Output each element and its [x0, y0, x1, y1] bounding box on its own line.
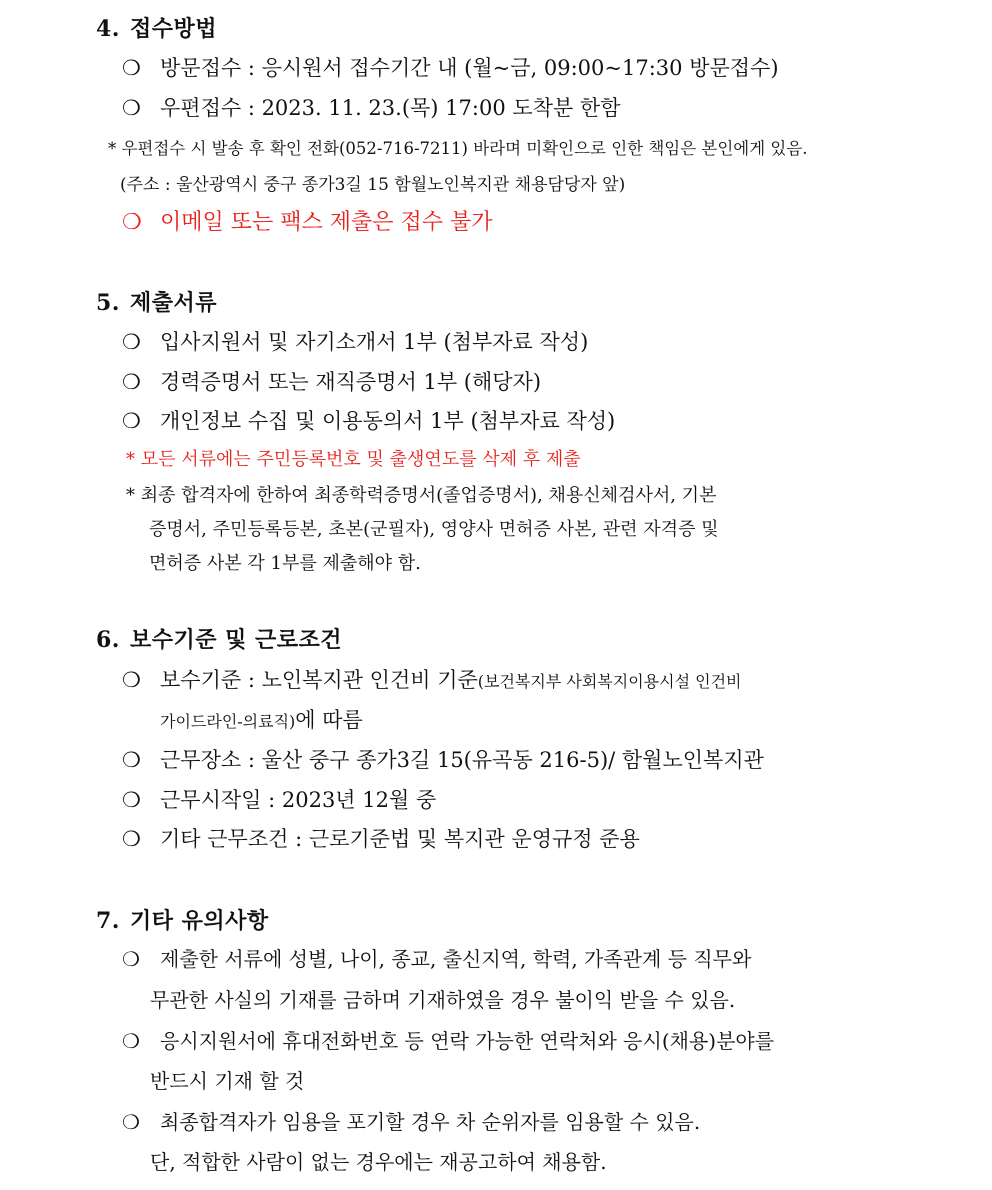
section-number: 4.: [96, 16, 120, 42]
item-text: 이메일 또는 팩스 제출은 접수 불가: [160, 210, 493, 235]
item-text: 입사지원서 및 자기소개서 1부 (첨부자료 작성): [160, 330, 589, 354]
circle-bullet-icon: ❍: [122, 1110, 140, 1134]
item-text: 응시지원서에 휴대전화번호 등 연락 가능한 연락처와 응시(채용)분야를: [160, 1029, 775, 1053]
circle-bullet-icon: ❍: [122, 330, 141, 354]
section-number: 7.: [96, 908, 120, 934]
item-text: 제출한 서류에 성별, 나이, 종교, 출신지역, 학력, 가족관계 등 직무와: [160, 947, 752, 971]
item-text: 근무시작일 : 2023년 12월 중: [160, 788, 437, 812]
item-text: 보수기준 : 노인복지관 인건비 기준: [160, 668, 478, 692]
item-small-text: 가이드라인-의료직): [160, 712, 296, 731]
item-continuation: 단, 적합한 사람이 없는 경우에는 재공고하여 채용함.: [150, 1150, 607, 1174]
red-bullet-item: [122, 212, 493, 234]
red-note: * 모든 서류에는 주민등록번호 및 출생연도를 삭제 후 제출: [126, 449, 581, 470]
note-line: (주소 : 울산광역시 중구 종가3길 15 함월노인복지관 채용담당자 앞): [120, 175, 626, 195]
bullet-item: [122, 411, 615, 432]
bullet-item: [122, 98, 620, 119]
circle-bullet-icon: ❍: [122, 1029, 140, 1053]
circle-bullet-icon: ❍: [122, 56, 141, 80]
circle-bullet-icon: ❍: [122, 668, 141, 692]
note-line: 면허증 사본 각 1부를 제출해야 함.: [149, 553, 421, 574]
note-line: 증명서, 주민등록등본, 초본(군필자), 영양사 면허증 사본, 관련 자격증 및: [149, 519, 719, 540]
section-title: 기타 유의사항: [129, 908, 269, 934]
circle-bullet-icon: ❍: [122, 210, 142, 235]
item-text: 에 따름: [295, 708, 363, 732]
item-text: 경력증명서 또는 재직증명서 1부 (해당자): [160, 370, 542, 394]
item-text: 근무장소 : 울산 중구 종가3길 15(유곡동 216-5)/ 함월노인복지관: [160, 748, 764, 772]
note-line: * 우편접수 시 발송 후 확인 전화(052-716-7211) 바라며 미확인으로 인한 책임은 본인에게 있음.: [108, 139, 808, 158]
section-title: 제출서류: [129, 290, 217, 316]
section-heading-7: [96, 910, 269, 932]
bullet-item-pay-cont: [160, 710, 363, 731]
section-heading-4: [96, 18, 217, 40]
item-text: 최종합격자가 임용을 포기할 경우 차 순위자를 임용할 수 있음.: [160, 1110, 701, 1134]
circle-bullet-icon: ❍: [122, 96, 141, 120]
section-heading-5: [96, 292, 217, 314]
circle-bullet-icon: ❍: [122, 788, 141, 812]
item-continuation: 반드시 기재 할 것: [150, 1069, 305, 1093]
section-title: 보수기준 및 근로조건: [129, 627, 343, 653]
item-continuation: 무관한 사실의 기재를 금하며 기재하였을 경우 불이익 받을 수 있음.: [150, 988, 736, 1012]
section-number: 5.: [96, 290, 120, 316]
circle-bullet-icon: ❍: [122, 370, 141, 394]
bullet-item: [122, 829, 640, 850]
note-line: * 최종 합격자에 한하여 최종학력증명서(졸업증명서), 채용신체검사서, 기본: [126, 485, 717, 506]
bullet-item: [122, 790, 436, 811]
section-title: 접수방법: [129, 16, 217, 42]
item-text: 우편접수 : 2023. 11. 23.(목) 17:00 도착분 한함: [160, 96, 621, 120]
circle-bullet-icon: ❍: [122, 827, 141, 851]
item-text: 기타 근무조건 : 근로기준법 및 복지관 운영규정 준용: [160, 827, 640, 851]
bullet-item-pay: [122, 670, 742, 691]
bullet-item: [122, 1112, 700, 1132]
circle-bullet-icon: ❍: [122, 947, 140, 971]
bullet-item: [122, 1031, 774, 1051]
section-number: 6.: [96, 627, 120, 653]
circle-bullet-icon: ❍: [122, 748, 141, 772]
section-heading-6: [96, 629, 342, 651]
bullet-item: [122, 372, 541, 393]
bullet-item: [122, 58, 779, 79]
item-text: 개인정보 수집 및 이용동의서 1부 (첨부자료 작성): [160, 409, 616, 433]
bullet-item: [122, 332, 588, 353]
item-small-text: (보건복지부 사회복지이용시설 인건비: [477, 672, 742, 691]
circle-bullet-icon: ❍: [122, 409, 141, 433]
bullet-item: [122, 750, 764, 771]
bullet-item: [122, 949, 751, 969]
item-text: 방문접수 : 응시원서 접수기간 내 (월~금, 09:00~17:30 방문접수): [160, 56, 779, 80]
